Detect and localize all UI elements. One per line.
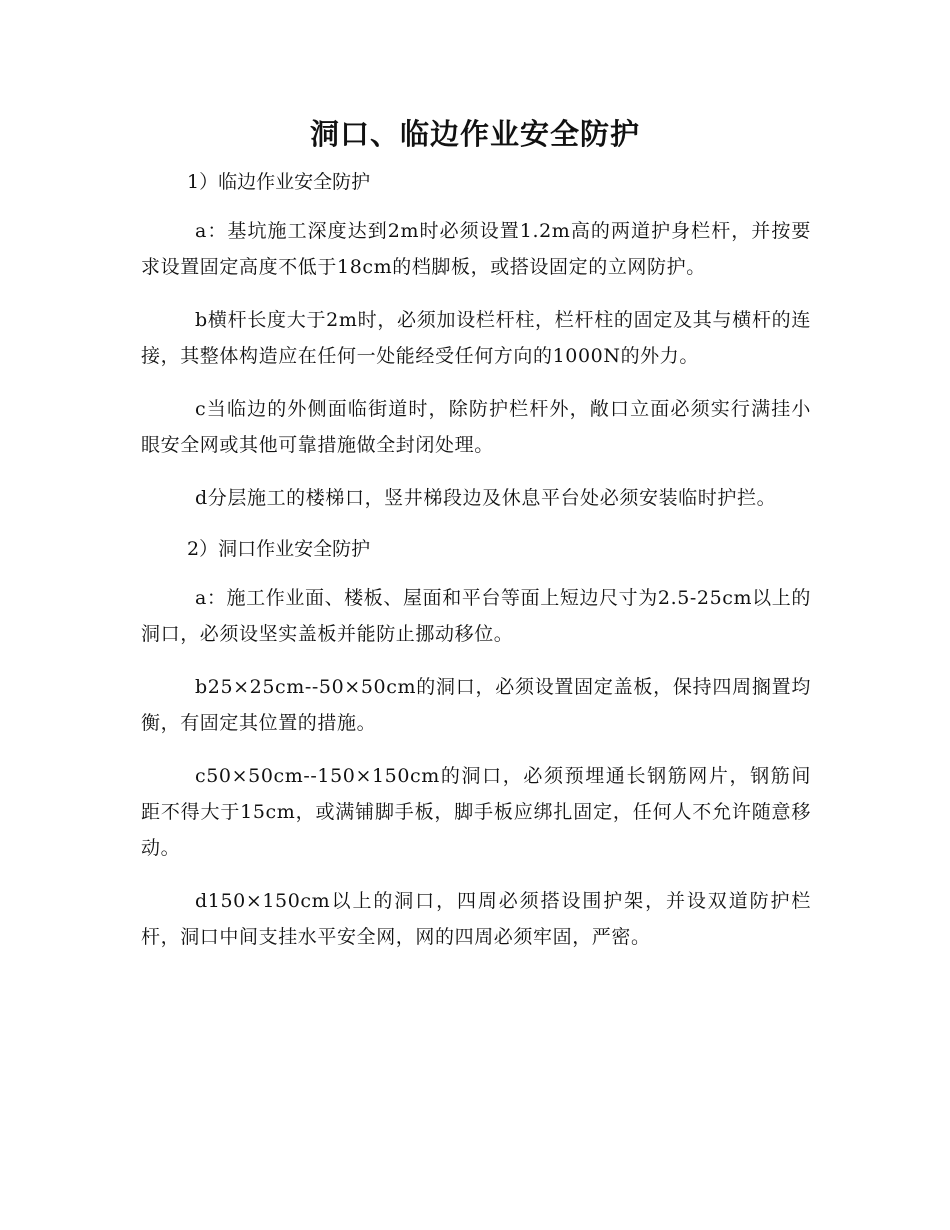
paragraph-edge-b: b横杆长度大于2m时，必须加设栏杆柱，栏杆柱的固定及其与横杆的连接，其整体构造应在任何一处能经受任何方向的1000N的外力。 xyxy=(141,309,811,367)
paragraph-opening-a: a：施工作业面、楼板、屋面和平台等面上短边尺寸为2.5-25cm以上的洞口，必须设坚实盖板并能防止挪动移位。 xyxy=(141,587,811,645)
document-body xyxy=(141,166,811,955)
paragraph-opening-b: b25×25cm--50×50cm的洞口，必须设置固定盖板，保持四周搁置均衡，有固定其位置的措施。 xyxy=(141,676,811,734)
paragraph-opening-c: c50×50cm--150×150cm的洞口，必须预埋通长钢筋网片，钢筋间距不得大于15cm，或满铺脚手板，脚手板应绑扎固定，任何人不允许随意移动。 xyxy=(141,765,811,859)
paragraph-edge-c: c当临边的外侧面临街道时，除防护栏杆外，敞口立面必须实行满挂小眼安全网或其他可靠措施做全封闭处理。 xyxy=(141,398,811,456)
section-heading-opening-protection: 2）洞口作业安全防护 xyxy=(187,538,371,560)
page-title: 洞口、临边作业安全防护 xyxy=(309,117,640,151)
paragraph-edge-d: d分层施工的楼梯口，竖井梯段边及休息平台处必须安装临时护拦。 xyxy=(195,487,777,509)
paragraph-edge-a: a：基坑施工深度达到2m时必须设置1.2m高的两道护身栏杆，并按要求设置固定高度不低于18cm的档脚板，或搭设固定的立网防护。 xyxy=(141,220,811,278)
section-heading-edge-protection: 1）临边作业安全防护 xyxy=(187,171,371,193)
paragraph-opening-d: d150×150cm以上的洞口，四周必须搭设围护架，并设双道防护栏杆，洞口中间支挂水平安全网，网的四周必须牢固，严密。 xyxy=(141,890,811,948)
